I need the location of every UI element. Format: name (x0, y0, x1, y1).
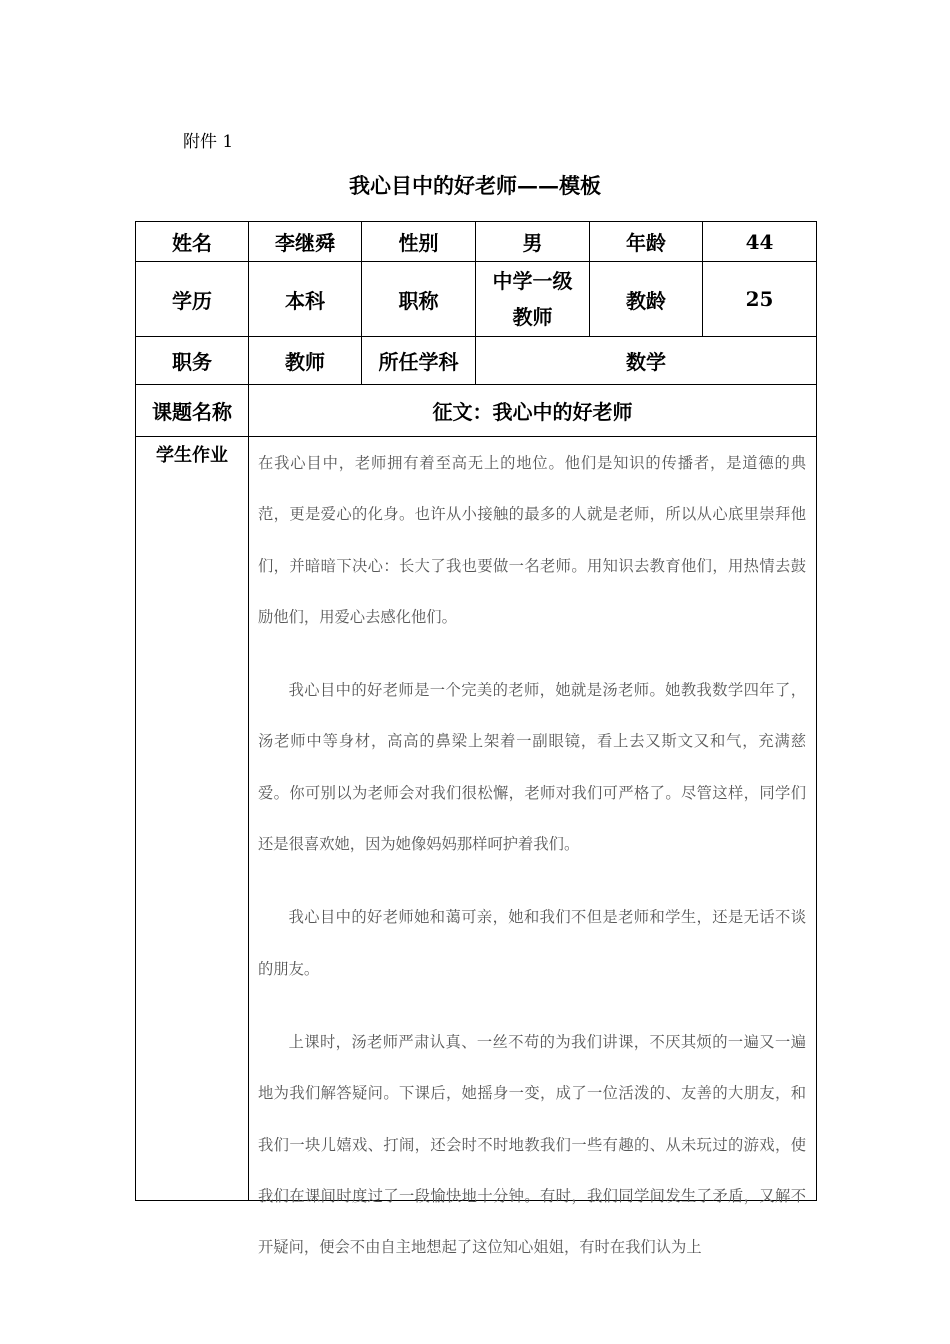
age-value: 44 (703, 222, 817, 262)
professional-title-label: 职称 (362, 262, 476, 337)
essay-paragraph: 上课时，汤老师严肃认真、一丝不苟的为我们讲课，不厌其烦的一遍又一遍地为我们解答疑问。下课后，她摇身一变，成了一位活泼的、友善的大朋友，和我们一块儿嬉戏、打闹，还会时不时地教我们一些有趣的、从未玩过的游戏，使我们在课间时度过了一段愉快地十分钟。有时，我们同学间发生了矛盾，又解不开疑问，便会不由自主地想起了这位知心姐姐，有时在我们认为上 (258, 1032, 806, 1257)
name-value: 李继舜 (249, 222, 362, 262)
essay-text (258, 437, 806, 1257)
professional-title-line1: 中学一级 (492, 269, 573, 293)
subject-label: 所任学科 (362, 337, 476, 385)
gender-value: 男 (476, 222, 590, 262)
position-value: 教师 (249, 337, 362, 385)
position-label: 职务 (136, 337, 249, 385)
topic-label: 课题名称 (136, 385, 249, 437)
teaching-years-label: 教龄 (590, 262, 703, 337)
professional-title-value (476, 262, 590, 337)
name-label: 姓名 (136, 222, 249, 262)
education-label: 学历 (136, 262, 249, 337)
subject-value: 数学 (476, 337, 817, 385)
age-label: 年龄 (590, 222, 703, 262)
education-value: 本科 (249, 262, 362, 337)
essay-paragraph: 我心目中的好老师是一个完美的老师，她就是汤老师。她教我数学四年了，汤老师中等身材，高高的鼻梁上架着一副眼镜，看上去又斯文又和气，充满慈爱。你可别以为老师会对我们很松懈，老师对我们可严格了。尽管这样，同学们还是很喜欢她，因为她像妈妈那样呵护着我们。 (258, 681, 806, 854)
document-title: 我心目中的好老师——模板 (349, 173, 601, 198)
homework-label: 学生作业 (136, 437, 249, 1201)
essay-paragraph: 在我心目中，老师拥有着至高无上的地位。他们是知识的传播者，是道德的典范，更是爱心的化身。也许从小接触的最多的人就是老师，所以从心底里崇拜他们，并暗暗下决心：长大了我也要做一名老师。用知识去教育他们，用热情去鼓励他们，用爱心去感化他们。 (258, 454, 806, 626)
teaching-years-value: 25 (703, 262, 817, 337)
homework-essay (249, 437, 817, 1257)
table-row (136, 262, 817, 337)
professional-title-line2: 教师 (512, 305, 553, 329)
teacher-info-table (135, 221, 817, 1257)
table-row (136, 222, 817, 262)
essay-paragraph: 我心目中的好老师她和蔼可亲，她和我们不但是老师和学生，还是无话不谈的朋友。 (258, 908, 806, 978)
table-row (136, 385, 817, 437)
table-row (136, 337, 817, 385)
topic-value: 征文：我心中的好老师 (249, 385, 817, 437)
attachment-label: 附件 1 (183, 132, 234, 152)
gender-label: 性别 (362, 222, 476, 262)
table-row (136, 437, 817, 1201)
